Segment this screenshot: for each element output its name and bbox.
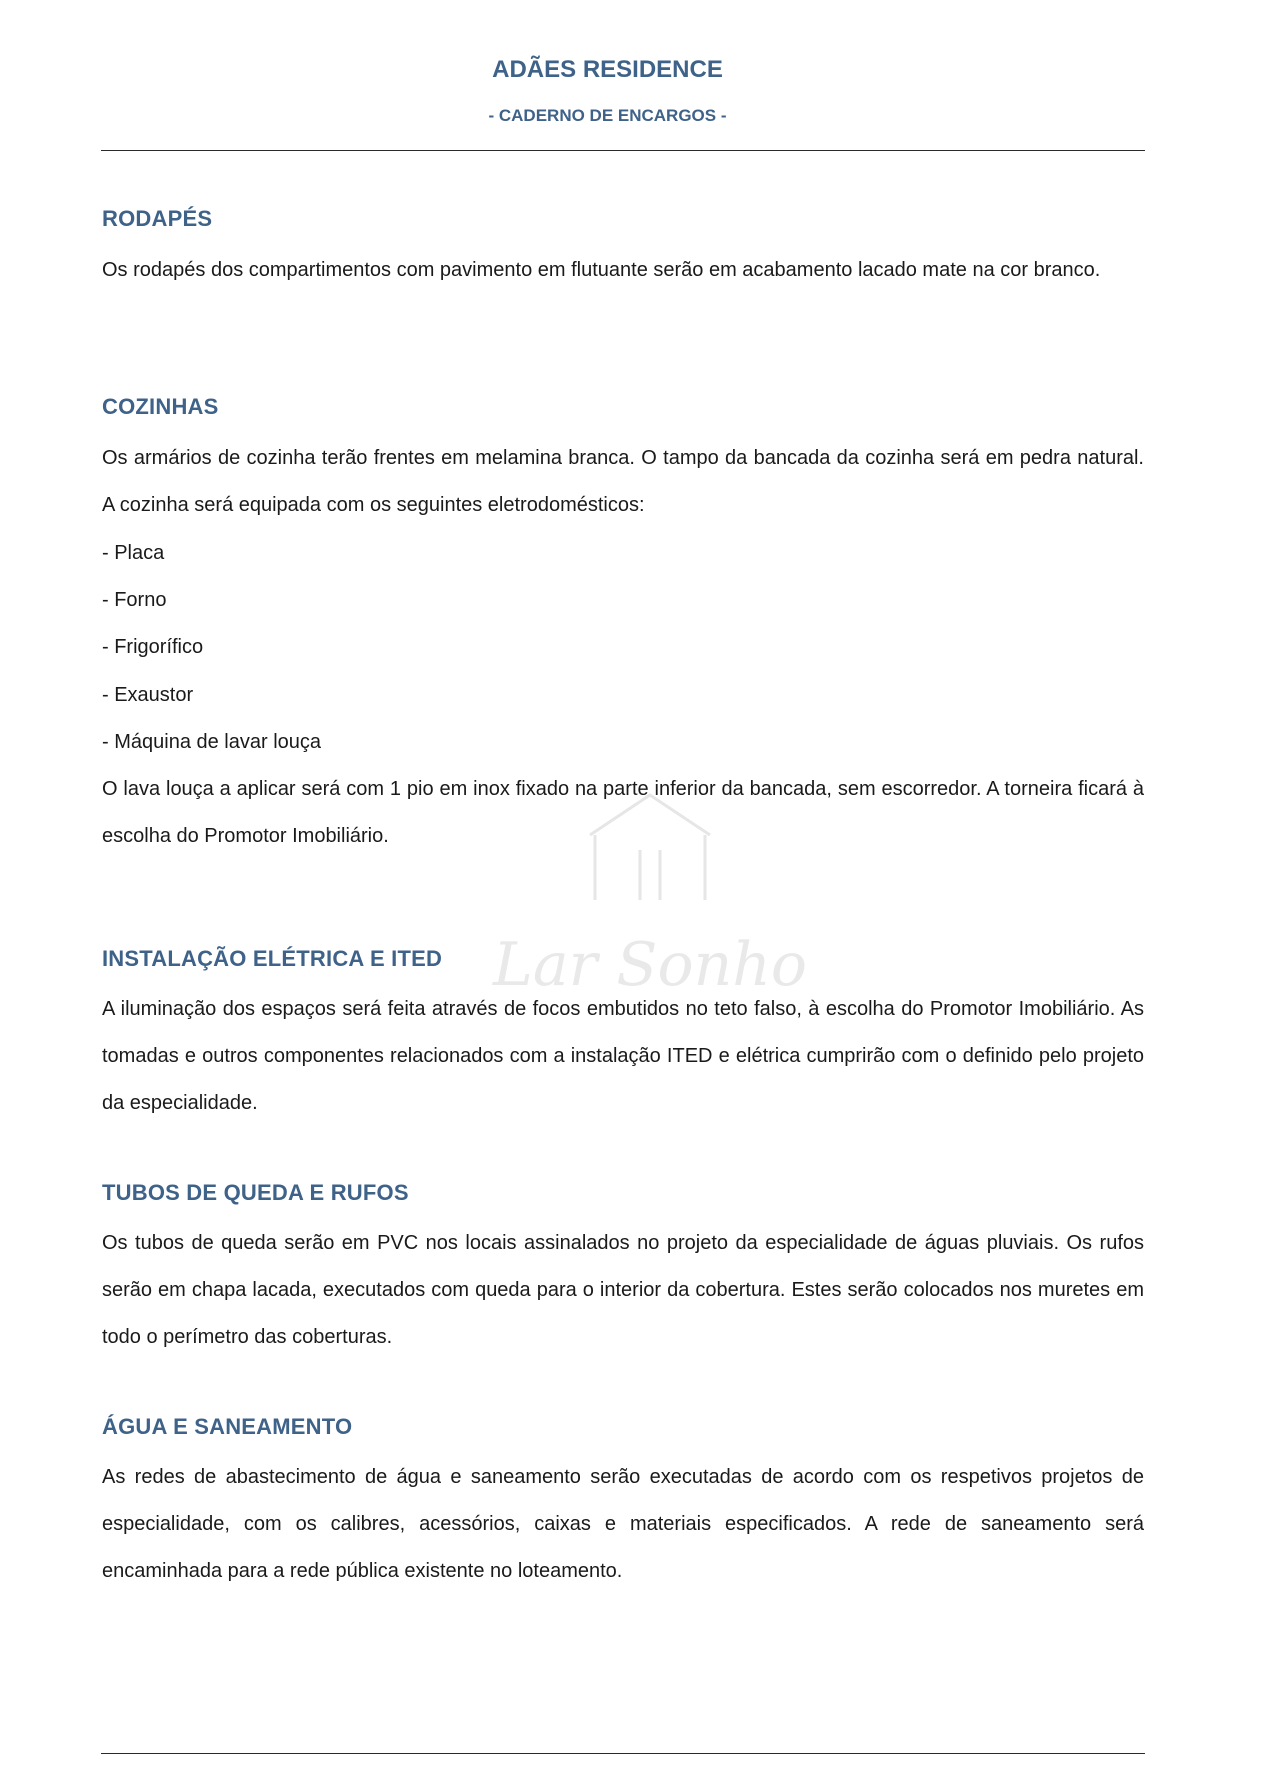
header-rule: [101, 150, 1145, 151]
list-item: - Exaustor: [102, 684, 194, 706]
section-text-tubos: [102, 1220, 1144, 1361]
section-text-instalacao: [102, 986, 1144, 1127]
section-text-rodapes: [102, 247, 1144, 294]
document-subtitle: - CADERNO DE ENCARGOS -: [488, 106, 727, 125]
paragraph: Os tubos de queda serão em PVC nos locais assinalados no projeto da especialidade de águas pluviais. Os rufos serão em chapa lacada, executados com queda para o interior da cobertura. Estes serão colocados nos muretes em todo o perímetro das coberturas.: [102, 1232, 1144, 1348]
paragraph: As redes de abastecimento de água e saneamento serão executadas de acordo com os respetivos projetos de especialidade, com os calibres, acessórios, caixas e materiais especificados. A rede de saneamento será encaminhada para a rede pública existente no loteamento.: [102, 1466, 1144, 1582]
section-text-cozinhas-outro: [102, 766, 1144, 860]
list-item: - Forno: [102, 589, 167, 611]
document-title: ADÃES RESIDENCE: [492, 56, 723, 83]
footer-rule: [101, 1753, 1145, 1754]
section-title-rodapes: RODAPÉS: [102, 206, 213, 231]
paragraph: A iluminação dos espaços será feita através de focos embutidos no teto falso, à escolha do Promotor Imobiliário. As tomadas e outros componentes relacionados com a instalação ITED e elétrica cumprirão com o definido pelo projeto da especialidade.: [102, 998, 1144, 1114]
section-title-agua: ÁGUA E SANEAMENTO: [102, 1414, 353, 1439]
section-title-instalacao: INSTALAÇÃO ELÉTRICA E ITED: [102, 946, 443, 971]
paragraph: Os rodapés dos compartimentos com pavimento em flutuante serão em acabamento lacado mate na cor branco.: [102, 259, 1101, 281]
paragraph: Os armários de cozinha terão frentes em melamina branca. O tampo da bancada da cozinha será em pedra natural. A cozinha será equipada com os seguintes eletrodomésticos:: [102, 447, 1144, 516]
list-item: - Placa: [102, 542, 165, 564]
paragraph: O lava louça a aplicar será com 1 pio em inox fixado na parte inferior da bancada, sem escorredor. A torneira ficará à escolha do Promotor Imobiliário.: [102, 778, 1144, 847]
list-item: - Máquina de lavar louça: [102, 731, 322, 753]
list-item: - Frigorífico: [102, 636, 204, 658]
watermark-text: Lar Sonho: [492, 930, 808, 1000]
section-title-tubos: TUBOS DE QUEDA E RUFOS: [102, 1180, 409, 1205]
section-text-agua: [102, 1454, 1144, 1595]
section-title-cozinhas: COZINHAS: [102, 394, 219, 419]
section-text-cozinhas-intro: [102, 435, 1144, 529]
